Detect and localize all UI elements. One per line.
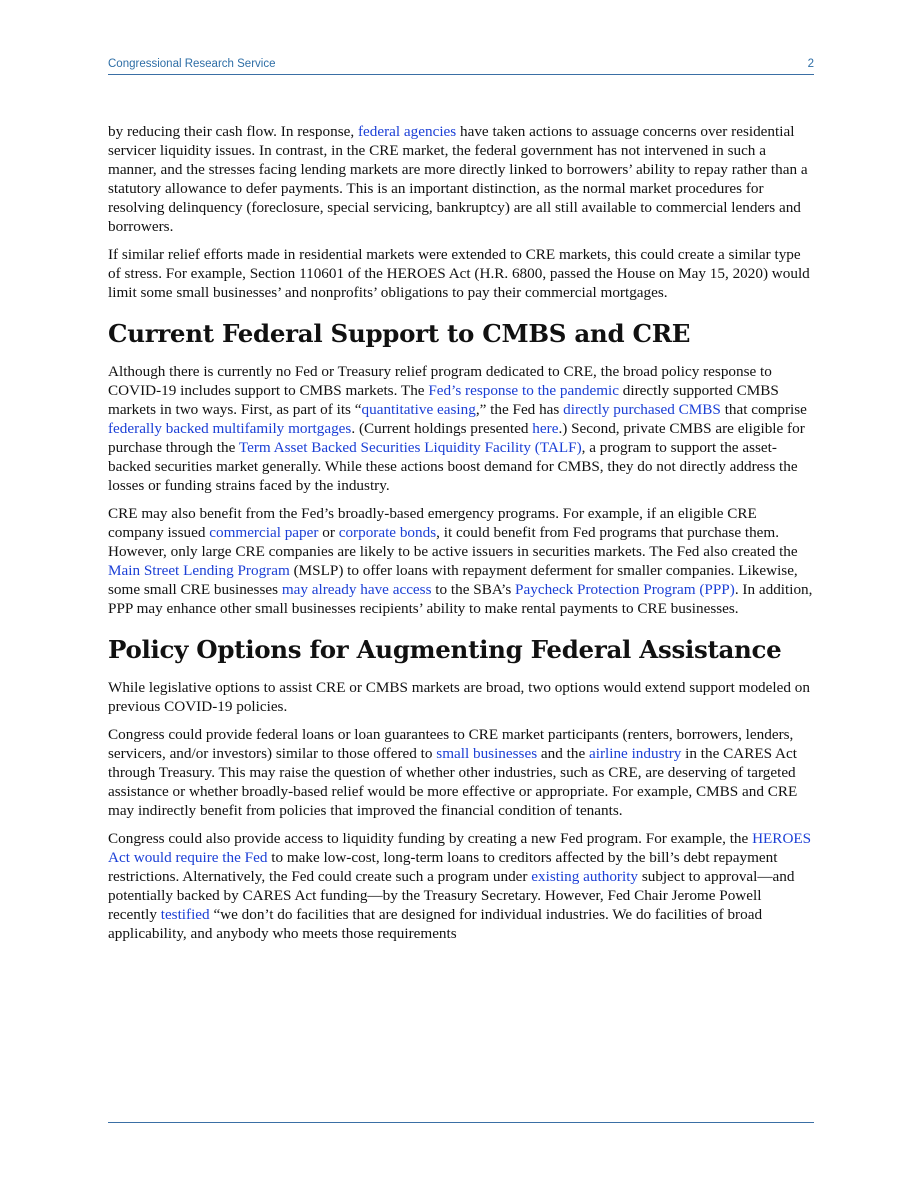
document-body xyxy=(108,122,814,952)
link-federal-agencies[interactable]: federal agencies xyxy=(357,123,457,140)
text-run: directly supported CMBS markets in two ways. First, as part of its “ xyxy=(108,382,779,418)
paragraph: While legislative options to assist CRE or CMBS markets are broad, two options would extend support modeled on previous COVID-19 policies. xyxy=(108,679,810,715)
paragraph xyxy=(108,829,814,943)
header-organization: Congressional Research Service xyxy=(108,58,276,70)
text-run: to the SBA’s xyxy=(431,581,516,598)
text-run: “we don’t do facilities that are designed for individual industries. We do facilities of broad applicability, and anybody who meets those requirements xyxy=(108,906,763,942)
text-run: (MSLP) to offer loans with repayment deferment for smaller companies. Likewise, some small CRE businesses xyxy=(108,562,798,598)
text-run: have taken actions to assuage concerns over residential servicer liquidity issues. In contrast, in the CRE market, the federal government has not intervened in such a manner, and the stresses facing lending markets are more directly linked to borrowers’ ability to repay rather than a statutory allowance to defer payments. This is an important distinction, as the normal market procedures for resolving delinquency (foreclosure, special servicing, bankruptcy) are all still available to commercial lenders and borrowers. xyxy=(108,123,808,235)
section-heading: Current Federal Support to CMBS and CRE xyxy=(108,319,691,348)
text-run: that comprise xyxy=(720,401,807,418)
link-here[interactable]: here xyxy=(532,420,559,437)
link-commercial-paper[interactable]: commercial paper xyxy=(209,524,319,541)
link-paycheck-protection-program[interactable]: Paycheck Protection Program (PPP) xyxy=(515,581,735,598)
text-run: . (Current holdings presented xyxy=(351,420,533,437)
text-run: Although there is currently no Fed or Treasury relief program dedicated to CRE, the broad policy response to COVID-19 includes support to CMBS markets. The xyxy=(108,363,772,399)
text-run: by reducing their cash flow. In response, xyxy=(108,123,358,140)
link-may-already-have-access[interactable]: may already have access xyxy=(281,581,432,598)
link-directly-purchased-cmbs[interactable]: directly purchased CMBS xyxy=(563,401,721,418)
text-run: and the xyxy=(537,745,589,762)
text-run: in the CARES Act through Treasury. This may raise the question of whether other industries, such as CRE, are deserving of targeted assistance or whether broadly-based relief would be more effective or appropriate. For example, CMBS and CRE may indirectly benefit from policies that improved the financial condition of tenants. xyxy=(108,745,798,819)
text-run: .) Second, private CMBS are eligible for purchase through the xyxy=(108,420,805,456)
page-number: 2 xyxy=(807,58,814,70)
text-run: , a program to support the asset-backed securities market generally. While these actions boost demand for CMBS, they do not directly address the losses or funding strains faced by the industry. xyxy=(108,439,798,494)
paragraph xyxy=(108,362,814,495)
link-main-street-lending-program[interactable]: Main Street Lending Program xyxy=(108,562,290,579)
text-run: to make low-cost, long-term loans to creditors affected by the bill’s debt repayment restrictions. Alternatively, the Fed could create such a program under xyxy=(108,849,778,885)
text-run: Congress could also provide access to liquidity funding by creating a new Fed program. For example, the xyxy=(108,830,753,847)
link-small-businesses[interactable]: small businesses xyxy=(436,745,538,762)
section-heading: Policy Options for Augmenting Federal Assistance xyxy=(108,635,782,664)
paragraph xyxy=(108,504,814,618)
footer-rule xyxy=(108,1122,814,1123)
link-federally-backed-multifamily-mortgages[interactable]: federally backed multifamily mortgages xyxy=(108,420,352,437)
paragraph xyxy=(108,122,814,236)
link-airline-industry[interactable]: airline industry xyxy=(588,745,682,762)
text-run: , it could benefit from Fed programs that purchase them. However, only large CRE companies are likely to be active issuers in securities markets. The Fed also created the xyxy=(108,524,798,560)
page-header xyxy=(108,56,814,75)
text-run: Congress could provide federal loans or loan guarantees to CRE market participants (renters, borrowers, lenders, servicers, and/or investors) similar to those offered to xyxy=(108,726,794,762)
link-quantitative-easing[interactable]: quantitative easing xyxy=(361,401,476,418)
text-run: subject to approval—and potentially backed by CARES Act funding—by the Treasury Secretary. However, Fed Chair Jerome Powell recently xyxy=(108,868,795,923)
link-talf[interactable]: Term Asset Backed Securities Liquidity Facility (TALF) xyxy=(238,439,582,456)
text-run: CRE may also benefit from the Fed’s broadly-based emergency programs. For example, if an eligible CRE company issued xyxy=(108,505,757,541)
text-run: . In addition, PPP may enhance other small businesses recipients’ ability to make rental payments to CRE businesses. xyxy=(108,581,813,617)
link-heroes-act-require-fed[interactable]: HEROES Act would require the Fed xyxy=(108,830,812,866)
link-existing-authority[interactable]: existing authority xyxy=(531,868,639,885)
paragraph: If similar relief efforts made in residential markets were extended to CRE markets, this could create a similar type of stress. For example, Section 110601 of the HEROES Act (H.R. 6800, passed the House on May 15, 2020) would limit some small businesses’ and nonprofits’ obligations to pay their commercial mortgages. xyxy=(108,246,810,301)
link-fed-response-pandemic[interactable]: Fed’s response to the pandemic xyxy=(428,382,619,399)
text-run: or xyxy=(318,524,339,541)
text-run: ,” the Fed has xyxy=(475,401,564,418)
link-corporate-bonds[interactable]: corporate bonds xyxy=(338,524,437,541)
paragraph xyxy=(108,725,814,820)
link-testified[interactable]: testified xyxy=(160,906,210,923)
